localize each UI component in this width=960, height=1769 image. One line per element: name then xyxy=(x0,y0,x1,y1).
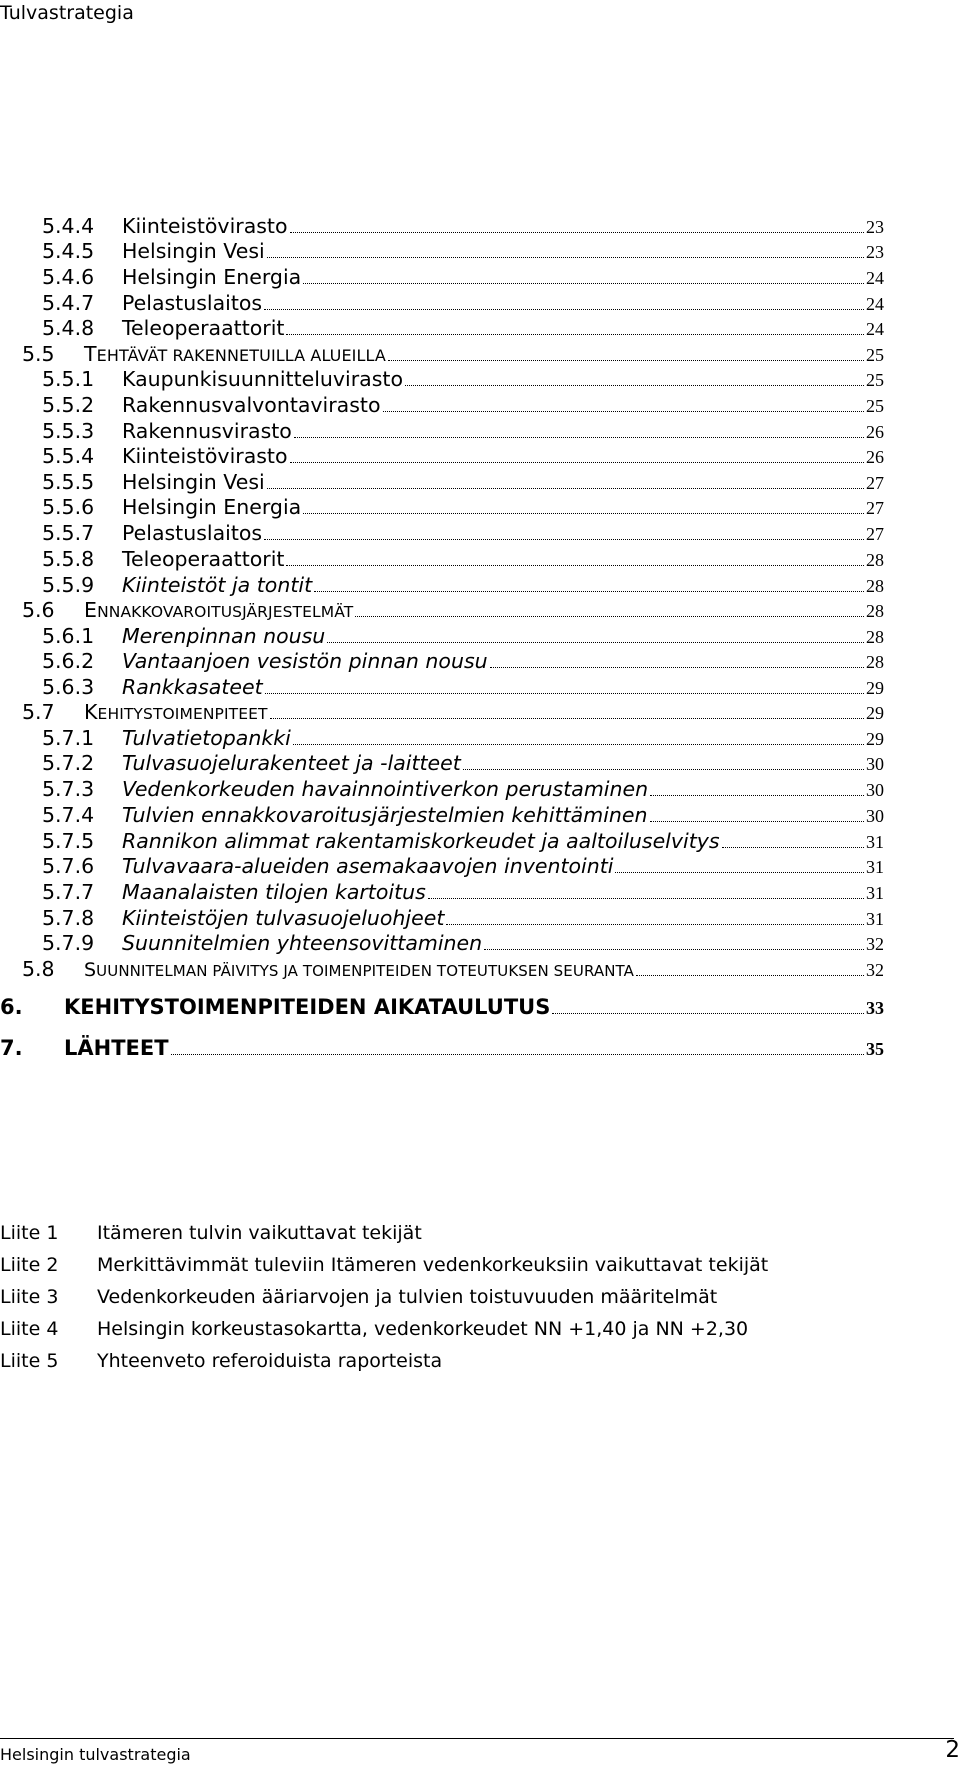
toc-entry-page: 25 xyxy=(866,370,884,390)
toc-entry-title-text: Kiinteistöt ja tontit xyxy=(122,573,313,597)
toc-entry[interactable] xyxy=(42,750,884,776)
toc-entry-page: 28 xyxy=(866,576,884,596)
toc-entry-title-text: EHTÄVÄT RAKENNETUILLA ALUEILLA xyxy=(96,346,386,365)
toc-entry-page: 26 xyxy=(866,422,884,442)
toc-entry-title-text: NNAKKOVAROITUSJÄRJESTELMÄT xyxy=(97,603,354,621)
appendix-item[interactable] xyxy=(0,1346,900,1376)
toc-entry-title-text: Tulvien ennakkovaroitusjärjestelmien kehittäminen xyxy=(122,803,648,827)
appendix-label: Liite 2 xyxy=(0,1254,59,1276)
toc-entry[interactable] xyxy=(42,572,884,598)
toc-entry-page: 24 xyxy=(866,319,884,339)
toc-entry-page: 29 xyxy=(866,729,884,749)
appendix-label: Liite 1 xyxy=(0,1222,59,1244)
toc-entry-title-text: Vantaanjoen vesistön pinnan nousu xyxy=(122,649,488,673)
toc-entry-title-text: Pelastuslaitos xyxy=(122,291,263,315)
toc-entry-page: 31 xyxy=(866,857,884,877)
toc-entry-number: 5.4.4 xyxy=(42,214,95,238)
toc-entry-title-text: Rakennusvirasto xyxy=(122,419,292,443)
toc-entry-title xyxy=(122,623,325,649)
toc-dot-leader xyxy=(265,693,864,694)
toc-entry-title-text: Helsingin Vesi xyxy=(122,239,265,263)
toc-entry-title-text: Tulvavaara-alueiden asemakaavojen inventointi xyxy=(122,854,614,878)
toc-entry[interactable] xyxy=(42,315,884,341)
toc-entry-number: 5.5.9 xyxy=(42,573,95,597)
toc-entry-page: 24 xyxy=(866,294,884,314)
toc-dot-leader xyxy=(355,616,864,617)
toc-entry-title-text: Helsingin Energia xyxy=(122,265,302,289)
toc-entry-title-text: Kiinteistövirasto xyxy=(122,444,288,468)
toc-entry-title-text: LÄHTEET xyxy=(64,1036,169,1060)
toc-entry-title xyxy=(122,520,262,546)
toc-dot-leader xyxy=(293,744,864,745)
toc-dot-leader xyxy=(286,565,864,566)
toc-entry[interactable] xyxy=(22,699,884,725)
toc-entry-page: 31 xyxy=(866,832,884,852)
toc-dot-leader xyxy=(383,411,864,412)
appendix-title: Vedenkorkeuden ääriarvojen ja tulvien toistuvuuden määritelmät xyxy=(97,1286,718,1308)
toc-entry-page: 28 xyxy=(866,652,884,672)
appendix-label: Liite 5 xyxy=(0,1350,59,1372)
toc-entry[interactable] xyxy=(42,213,884,239)
toc-dot-leader xyxy=(264,309,864,310)
appendix-title: Itämeren tulvin vaikuttavat tekijät xyxy=(97,1222,422,1244)
appendix-item[interactable] xyxy=(0,1218,900,1248)
toc-entry-title xyxy=(122,238,265,264)
toc-dot-leader xyxy=(428,898,864,899)
toc-entry[interactable] xyxy=(42,366,884,392)
appendix-item[interactable] xyxy=(0,1314,900,1344)
toc-entry-title-text: Rakennusvalvontavirasto xyxy=(122,393,381,417)
toc-entry[interactable] xyxy=(22,341,884,367)
toc-entry-title-initial: S xyxy=(84,959,97,981)
toc-entry-title-text: Helsingin Vesi xyxy=(122,470,265,494)
appendix-item[interactable] xyxy=(0,1250,900,1280)
toc-entry-title-text: Teleoperaattorit xyxy=(122,316,285,340)
toc-entry[interactable] xyxy=(42,802,884,828)
toc-entry[interactable] xyxy=(42,418,884,444)
toc-entry-title xyxy=(122,905,444,931)
toc-entry-number: 5.7.1 xyxy=(42,726,95,750)
toc-entry-number: 5.8 xyxy=(22,957,55,981)
toc-entry-title-text: Maanalaisten tilojen kartoitus xyxy=(122,880,426,904)
toc-entry-number: 5.6.1 xyxy=(42,624,95,648)
toc-entry-title xyxy=(84,341,386,369)
toc-entry-title xyxy=(84,699,268,727)
toc-entry-title-initial: T xyxy=(84,342,97,366)
appendix-title: Helsingin korkeustasokartta, vedenkorkeudet NN +1,40 ja NN +2,30 xyxy=(97,1318,749,1340)
toc-entry-page: 32 xyxy=(866,960,884,980)
toc-entry-page: 35 xyxy=(866,1039,884,1059)
toc-entry-page: 23 xyxy=(866,242,884,262)
toc-entry[interactable] xyxy=(42,776,884,802)
toc-entry-page: 27 xyxy=(866,473,884,493)
toc-entry-number: 5.7.5 xyxy=(42,829,95,853)
toc-entry-number: 5.4.6 xyxy=(42,265,95,289)
toc-entry-number: 5.6.3 xyxy=(42,675,95,699)
toc-entry-title xyxy=(122,469,265,495)
toc-entry-number: 5.7.9 xyxy=(42,931,95,955)
toc-entry-title xyxy=(122,546,284,572)
toc-entry-title-text: Vedenkorkeuden havainnointiverkon perustaminen xyxy=(122,777,649,801)
toc-dot-leader xyxy=(171,1054,864,1055)
toc-entry[interactable] xyxy=(22,597,884,623)
appendix-item[interactable] xyxy=(0,1282,900,1312)
toc-entry-page: 25 xyxy=(866,396,884,416)
toc-entry-page: 27 xyxy=(866,498,884,518)
toc-entry-title xyxy=(122,930,482,956)
toc-dot-leader xyxy=(290,232,864,233)
toc-dot-leader xyxy=(650,821,865,822)
toc-entry-number: 5.7.4 xyxy=(42,803,95,827)
toc-entry-title xyxy=(122,418,292,444)
toc-dot-leader xyxy=(722,847,864,848)
toc-entry-title-text: Suunnitelmien yhteensovittaminen xyxy=(122,931,483,955)
appendix-title: Merkittävimmät tuleviin Itämeren vedenkorkeuksiin vaikuttavat tekijät xyxy=(97,1254,769,1276)
footer-title: Helsingin tulvastrategia xyxy=(0,1745,191,1764)
toc-entry[interactable] xyxy=(0,994,884,1020)
toc-entry-title-text: EHITYSTOIMENPITEET xyxy=(97,705,268,723)
toc-entry-title xyxy=(122,802,648,828)
toc-entry[interactable] xyxy=(42,930,884,956)
toc-entry-title xyxy=(64,994,550,1020)
toc-dot-leader xyxy=(267,488,864,489)
toc-entry[interactable] xyxy=(42,469,884,495)
toc-entry[interactable] xyxy=(42,238,884,264)
toc-entry[interactable] xyxy=(42,546,884,572)
toc-entry-page: 28 xyxy=(866,601,884,621)
toc-entry[interactable] xyxy=(42,674,884,700)
toc-dot-leader xyxy=(303,513,864,514)
toc-entry-number: 5.7.6 xyxy=(42,854,95,878)
toc-entry-number: 5.5.1 xyxy=(42,367,95,391)
toc-entry-page: 33 xyxy=(866,998,884,1018)
toc-entry-page: 31 xyxy=(866,883,884,903)
toc-entry-title xyxy=(122,776,648,802)
toc-entry-page: 30 xyxy=(866,754,884,774)
toc-dot-leader xyxy=(636,975,864,976)
toc-entry[interactable] xyxy=(42,853,884,879)
toc-entry-title xyxy=(122,443,288,469)
toc-entry-number: 6. xyxy=(0,995,23,1019)
toc-dot-leader xyxy=(650,795,864,796)
toc-entry-number: 5.6.2 xyxy=(42,649,95,673)
toc-entry-number: 5.5.2 xyxy=(42,393,95,417)
toc-entry-page: 24 xyxy=(866,268,884,288)
toc-dot-leader xyxy=(615,872,864,873)
toc-dot-leader xyxy=(552,1013,864,1014)
toc-dot-leader xyxy=(270,718,864,719)
page-number: 2 xyxy=(945,1737,960,1763)
toc-entry[interactable] xyxy=(42,879,884,905)
toc-dot-leader xyxy=(264,539,864,540)
toc-entry-title-text: Tulvasuojelurakenteet ja -laitteet xyxy=(122,751,461,775)
toc-entry-title-text: Teleoperaattorit xyxy=(122,547,285,571)
toc-entry-title-text: Merenpinnan nousu xyxy=(122,624,326,648)
toc-dot-leader xyxy=(303,283,864,284)
toc-entry[interactable] xyxy=(42,392,884,418)
toc-entry-title-text: Helsingin Energia xyxy=(122,495,302,519)
toc-dot-leader xyxy=(405,385,864,386)
toc-entry-title-text: Kaupunkisuunnitteluvirasto xyxy=(122,367,404,391)
toc-entry-title xyxy=(122,879,426,905)
toc-dot-leader xyxy=(327,642,864,643)
toc-dot-leader xyxy=(267,257,864,258)
toc-entry-page: 23 xyxy=(866,217,884,237)
toc-entry[interactable] xyxy=(42,725,884,751)
toc-entry-page: 32 xyxy=(866,934,884,954)
toc-entry-title-text: UUNNITELMAN PÄIVITYS JA TOIMENPITEIDEN TOTEUTUKSEN SEURANTA xyxy=(96,962,635,980)
toc-entry-number: 5.5.3 xyxy=(42,419,95,443)
toc-entry-title xyxy=(122,366,403,392)
toc-entry[interactable] xyxy=(42,443,884,469)
toc-entry[interactable] xyxy=(42,905,884,931)
toc-entry-title-text: Rankkasateet xyxy=(122,675,263,699)
toc-entry[interactable] xyxy=(22,956,884,982)
toc-entry-title-text: KEHITYSTOIMENPITEIDEN AIKATAULUTUS xyxy=(64,995,551,1019)
toc-entry-title xyxy=(122,213,288,239)
toc-entry[interactable] xyxy=(42,828,884,854)
toc-entry-title xyxy=(122,828,720,854)
toc-entry-number: 5.4.8 xyxy=(42,316,95,340)
toc-entry-page: 30 xyxy=(866,806,884,826)
toc-entry-number: 5.7.2 xyxy=(42,751,95,775)
toc-entry-title xyxy=(122,494,301,520)
toc-entry-page: 29 xyxy=(866,678,884,698)
toc-entry-page: 28 xyxy=(866,550,884,570)
toc-entry-title xyxy=(122,648,488,674)
toc-entry-number: 5.6 xyxy=(22,598,55,622)
toc-entry-number: 5.5.5 xyxy=(42,470,95,494)
toc-entry[interactable] xyxy=(42,264,884,290)
toc-entry[interactable] xyxy=(42,648,884,674)
toc-entry-title-initial: K xyxy=(84,700,98,724)
toc-entry-title xyxy=(122,264,301,290)
footer-divider xyxy=(0,1738,954,1739)
toc-entry-title xyxy=(122,853,613,879)
toc-entry[interactable] xyxy=(0,1035,884,1061)
toc-entry-title-text: Rannikon alimmat rakentamiskorkeudet ja aaltoiluselvitys xyxy=(122,829,720,853)
toc-entry-title-initial: E xyxy=(84,598,98,622)
toc-dot-leader xyxy=(446,924,864,925)
toc-entry[interactable] xyxy=(42,494,884,520)
toc-entry-title xyxy=(122,315,284,341)
toc-entry-title-text: Pelastuslaitos xyxy=(122,521,263,545)
toc-dot-leader xyxy=(484,949,864,950)
toc-entry-number: 5.5 xyxy=(22,342,55,366)
toc-entry[interactable] xyxy=(42,520,884,546)
appendix-label: Liite 3 xyxy=(0,1286,59,1308)
toc-entry-title xyxy=(122,674,263,700)
toc-entry-title xyxy=(122,750,461,776)
toc-entry-number: 5.7 xyxy=(22,700,55,724)
toc-entry-number: 5.4.5 xyxy=(42,239,95,263)
header-title: Tulvastrategia xyxy=(0,2,134,24)
toc-dot-leader xyxy=(286,334,864,335)
toc-dot-leader xyxy=(294,437,864,438)
toc-entry-number: 5.5.8 xyxy=(42,547,95,571)
toc-dot-leader xyxy=(290,462,864,463)
toc-dot-leader xyxy=(490,667,864,668)
toc-entry[interactable] xyxy=(42,290,884,316)
toc-entry-title xyxy=(84,597,353,625)
toc-dot-leader xyxy=(314,591,864,592)
toc-entry-number: 5.7.8 xyxy=(42,906,95,930)
toc-entry-number: 7. xyxy=(0,1036,23,1060)
toc-entry-title xyxy=(122,725,291,751)
toc-entry-title-text: Tulvatietopankki xyxy=(122,726,291,750)
toc-dot-leader xyxy=(463,769,864,770)
toc-entry[interactable] xyxy=(42,623,884,649)
toc-entry-page: 28 xyxy=(866,627,884,647)
toc-entry-page: 30 xyxy=(866,780,884,800)
toc-entry-page: 26 xyxy=(866,447,884,467)
toc-entry-title xyxy=(122,290,262,316)
toc-entry-title xyxy=(84,957,634,984)
toc-entry-title-text: Kiinteistövirasto xyxy=(122,214,288,238)
toc-entry-title-text: Kiinteistöjen tulvasuojeluohjeet xyxy=(122,906,445,930)
toc-dot-leader xyxy=(388,360,864,361)
toc-entry-number: 5.5.4 xyxy=(42,444,95,468)
toc-entry-page: 29 xyxy=(866,703,884,723)
toc-entry-title xyxy=(122,572,312,598)
toc-entry-title xyxy=(64,1035,169,1061)
toc-entry-number: 5.7.3 xyxy=(42,777,95,801)
toc-entry-page: 27 xyxy=(866,524,884,544)
appendix-title: Yhteenveto referoiduista raporteista xyxy=(97,1350,443,1372)
toc-entry-number: 5.7.7 xyxy=(42,880,95,904)
toc-entry-number: 5.4.7 xyxy=(42,291,95,315)
toc-entry-page: 31 xyxy=(866,909,884,929)
toc-entry-page: 25 xyxy=(866,345,884,365)
toc-entry-number: 5.5.7 xyxy=(42,521,95,545)
toc-entry-title xyxy=(122,392,381,418)
toc-entry-number: 5.5.6 xyxy=(42,495,95,519)
appendix-label: Liite 4 xyxy=(0,1318,59,1340)
